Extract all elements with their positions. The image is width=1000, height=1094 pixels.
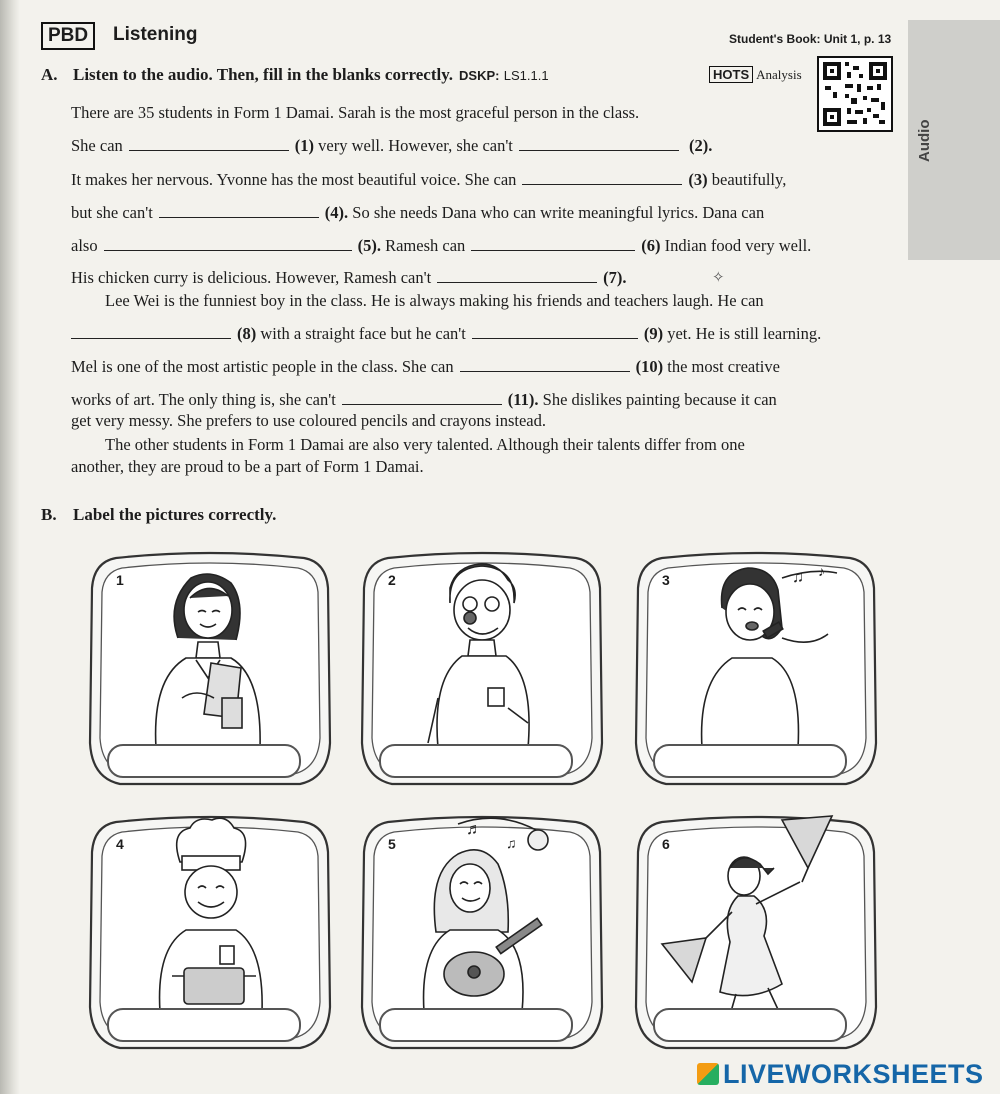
section-b-heading: B. Label the pictures correctly. bbox=[41, 505, 277, 524]
picture-5 bbox=[358, 812, 606, 1058]
passage-line-12: The other students in Form 1 Damai are also very talented. Although their talents differ from one bbox=[105, 435, 745, 454]
blank-2[interactable] bbox=[519, 138, 679, 151]
passage-line-1: There are 35 students in Form 1 Damai. Sarah is the most graceful person in the class. bbox=[71, 103, 640, 122]
passage-line-2: She can (1) very well. However, she can't (2). bbox=[71, 136, 713, 155]
qr-code-icon[interactable] bbox=[817, 56, 893, 132]
label-input-6[interactable] bbox=[653, 1008, 847, 1042]
passage-line-10: works of art. The only thing is, she can't (11). She dislikes painting because it can bbox=[71, 390, 777, 409]
label-input-1[interactable] bbox=[107, 744, 301, 778]
book-spine-shadow bbox=[0, 0, 20, 1094]
passage-line-4: but she can't (4). So she needs Dana who can write meaningful lyrics. Dana can bbox=[71, 203, 765, 222]
blank-7[interactable] bbox=[437, 270, 597, 283]
blank-3[interactable] bbox=[522, 172, 682, 185]
svg-text:♬: ♬ bbox=[466, 821, 482, 838]
blank-8[interactable] bbox=[71, 326, 231, 339]
label-input-4[interactable] bbox=[107, 1008, 301, 1042]
svg-text:♫: ♫ bbox=[506, 837, 517, 852]
blank-11[interactable] bbox=[342, 392, 502, 405]
picture-6 bbox=[632, 812, 880, 1058]
passage-line-11: get very messy. She prefers to use coloured pencils and crayons instead. bbox=[71, 411, 546, 430]
passage-line-7: Lee Wei is the funniest boy in the class. He is always making his friends and teachers laugh. He can bbox=[105, 291, 764, 310]
passage-line-13: another, they are proud to be a part of Form 1 Damai. bbox=[71, 457, 424, 476]
pbd-badge: PBD bbox=[41, 22, 95, 50]
page-title: Listening bbox=[113, 24, 198, 45]
label-input-3[interactable] bbox=[653, 744, 847, 778]
liveworksheets-brand[interactable]: LIVEWORKSHEETS bbox=[697, 1059, 984, 1090]
section-a-heading: A. Listen to the audio. Then, fill in the blanks correctly. DSKP: LS1.1.1 bbox=[41, 65, 549, 84]
svg-text:♫: ♫ bbox=[792, 569, 804, 586]
picture-number: 2 bbox=[388, 572, 396, 588]
picture-number: 5 bbox=[388, 836, 396, 852]
picture-number: 1 bbox=[116, 572, 124, 588]
blank-10[interactable] bbox=[460, 359, 630, 372]
label-input-5[interactable] bbox=[379, 1008, 573, 1042]
hots-tag: HOTS Analysis bbox=[709, 67, 802, 83]
passage-line-5: also (5). Ramesh can (6) Indian food very well. bbox=[71, 236, 812, 255]
picture-1 bbox=[86, 548, 334, 794]
passage-line-3: It makes her nervous. Yvonne has the most beautiful voice. She can (3) beautifully, bbox=[71, 170, 787, 189]
picture-number: 3 bbox=[662, 572, 670, 588]
blank-4[interactable] bbox=[159, 205, 319, 218]
blank-1[interactable] bbox=[129, 138, 289, 151]
label-input-2[interactable] bbox=[379, 744, 573, 778]
svg-text:♪: ♪ bbox=[818, 565, 825, 580]
passage-line-6: His chicken curry is delicious. However, Ramesh can't (7). bbox=[71, 268, 627, 287]
blank-9[interactable] bbox=[472, 326, 638, 339]
book-reference: Student's Book: Unit 1, p. 13 bbox=[729, 32, 892, 46]
passage-line-8: (8) with a straight face but he can't (9) yet. He is still learning. bbox=[71, 324, 821, 344]
blank-5[interactable] bbox=[104, 238, 352, 251]
picture-2 bbox=[358, 548, 606, 794]
picture-3 bbox=[632, 548, 880, 794]
liveworksheets-logo-icon bbox=[697, 1063, 719, 1085]
picture-number: 6 bbox=[662, 836, 670, 852]
passage-line-9: Mel is one of the most artistic people in the class. She can (10) the most creative bbox=[71, 357, 780, 376]
picture-4 bbox=[86, 812, 334, 1058]
picture-number: 4 bbox=[116, 836, 124, 852]
pen-mark-icon: ✧ bbox=[712, 270, 725, 286]
blank-6[interactable] bbox=[471, 238, 635, 251]
